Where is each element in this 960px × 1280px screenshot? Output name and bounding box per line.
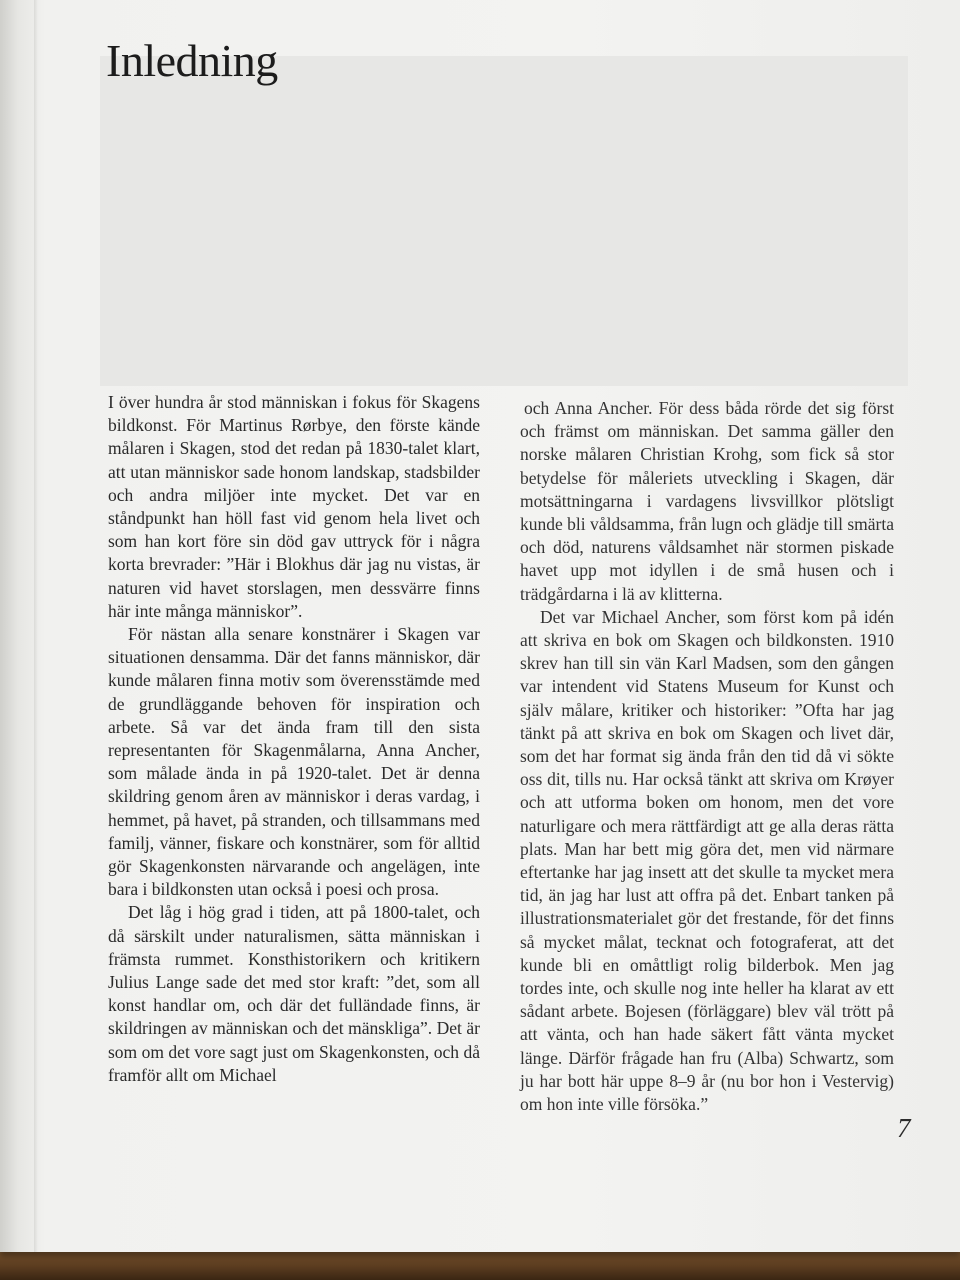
right-text-column bbox=[520, 397, 894, 1116]
paragraph-1: I över hundra år stod människan i fokus för Skagens bildkonst. För Martinus Rørbye, den förste kände målaren i Skagen, stod det redan på 1830-talet klart, att utan människor sade honom landskap, stadsbilder och andra miljöer inte mycket. Det var en ståndpunkt han höll fast vid genom hela livet och som han kort före sin död gav uttryck för i några korta brevrader: ”Här i Blokhus där jag nu vistas, är naturen vid havet storslagen, men dessvärre finns här inte många människor”. bbox=[108, 392, 480, 621]
paragraph-2: För nästan alla senare konstnärer i Skagen var situationen densamma. Där det fanns människor, där kunde målaren finna motiv som överensstämde med de grundläggande behoven för inspiration och arbete. Så var det ända fram till den sista representanten för Skagenmålarna, Anna Ancher, som målade ända in på 1920-talet. Det är denna skildring genom åren av människor i deras vardag, i hemmet, på havet, på stranden, och tillsammans med familj, vänner, fiskare och konstnärer, som för alltid gör Skagenkonsten närvarande och angelägen, inte bara i bildkonsten utan också i poesi och prosa. bbox=[108, 624, 480, 900]
blank-image-area bbox=[100, 56, 908, 386]
left-text-column bbox=[108, 391, 480, 1087]
paragraph-3: Det låg i hög grad i tiden, att på 1800-talet, och då särskilt under naturalismen, sätta människan i främsta rummet. Konsthistorikern och kritikern Julius Lange sade det med stor kraft: ”det, som all konst handlar om, och där det fulländade finns, är skildringen av människan och det mänskliga”. Det är som om det vore sagt just om Skagenkonsten, och då framför allt om Michael bbox=[108, 902, 480, 1085]
page-title: Inledning bbox=[106, 35, 278, 86]
page-number: 7 bbox=[897, 1113, 911, 1143]
page-gutter bbox=[34, 0, 38, 1252]
paragraph-4: och Anna Ancher. För dess båda rörde det sig först och främst om människan. Det samma gäller den norske målaren Christian Krohg, som fick så stor betydelse för måleriets utveckling i Skagen, där motsättningarna i vardagens livsvillkor plötsligt kunde bli våldsamma, från lugn och glädje till smärta och död, naturens våldsamhet när stormen piskade havet upp mot idyllen i de små husen och i trädgårdarna i lä av klitterna. bbox=[520, 398, 894, 604]
paragraph-5: Det var Michael Ancher, som först kom på idén att skriva en bok om Skagen och bildkonsten. 1910 skrev han till sin vän Karl Madsen, som den gången var intendent vid Statens Museum for Kunst och själv målare, kritiker och historiker: ”Ofta har jag tänkt på att skriva en bok om Skagen och livet där, som det har format sig ända från den tid då vi sökte oss dit, tills nu. Har också tänkt att skriva om Krøyer och att utforma boken om honom, men det vore naturligare och mera rättfärdigt att ge alla deras rätta plats. Man har bett mig göra det, men vid närmare eftertanke har jag insett att det skulle ta mycket mera tid, än jag har lust att offra på det. Enbart tanken på illustrationsmaterialet gör det frestande, för det finns så mycket målat, tecknat och fotograferat, att det kunde bli en omåttligt rolig bilderbok. Men jag tordes inte, och skulle nog inte heller ha klarat av ett sådant arbete. Bojesen (förläggare) blev väl trött på att vänta, och han hade säkert fått vänta mycket länge. Därför frågade han fru (Alba) Schwartz, som ju har bott här uppe 8–9 år (nu bor hon i Vestervig) om hon inte ville försöka.” bbox=[520, 606, 894, 1115]
